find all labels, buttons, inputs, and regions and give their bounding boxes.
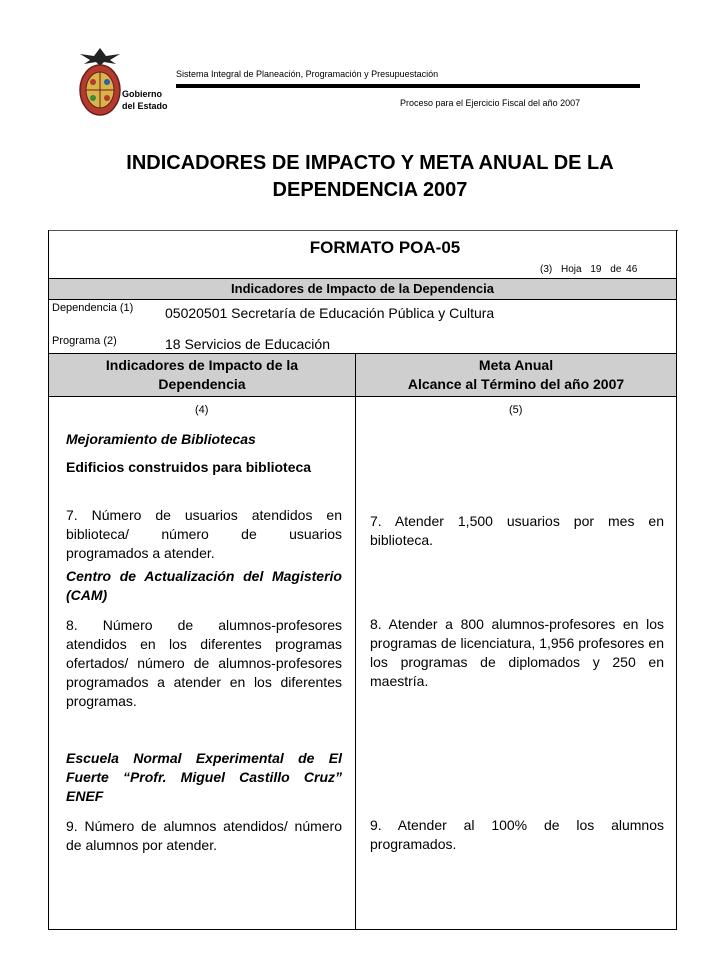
heading-enef: Escuela Normal Experimental de El Fuerte “Profr. Miguel Castillo Cruz” ENEF [66,750,342,804]
col2-header-line2: Alcance al Término del año 2007 [407,376,625,392]
indicator-7: 7. Número de usuarios atendidos en biblioteca/ número de usuarios programados a atender. [66,507,342,561]
page-title [0,150,720,204]
col1-header [49,356,355,394]
indicator-9: 9. Número de alumnos atendidos/ número de alumnos por atender. [66,818,342,853]
sheet-number [540,264,641,275]
goal-9: 9. Atender al 100% de los alumnos programados. [370,817,664,852]
col1-header-line2: Dependencia [158,376,246,392]
goal-7: 7. Atender 1,500 usuarios por mes en biblioteca. [370,513,664,548]
government-label [122,88,168,112]
gov-line2: del Estado [122,101,168,111]
column-headers [49,353,676,397]
sheet-ref: (3) [540,264,553,275]
col1-ref: (4) [195,404,209,416]
process-year: Proceso para el Ejercicio Fiscal del año 2007 [400,98,581,108]
goal-8: 8. Atender a 800 alumnos-profesores en los programas de licenciatura, 1,956 profesores en los programas de diplomados y 250 en maestría. [370,616,664,689]
title-line2: DEPENDENCIA 2007 [272,179,468,201]
gov-line1: Gobierno [122,89,162,99]
program-label: Programa (2) [52,335,117,347]
form-bottom-border [48,929,677,930]
title-line1: INDICADORES DE IMPACTO Y META ANUAL DE LA [126,152,614,174]
header-divider [176,84,640,88]
col2-ref: (5) [509,404,523,416]
system-name: Sistema Integral de Planeación, Programación y Presupuestación [176,69,439,79]
dependency-label: Dependencia (1) [52,302,134,314]
column-divider [355,353,356,930]
heading-cam: Centro de Actualización del Magisterio (CAM) [66,568,342,603]
subheading-edificios: Edificios construidos para biblioteca [66,459,312,475]
indicator-8: 8. Número de alumnos-profesores atendidos en los diferentes programas ofertados/ número de alumnos-profesores programados a atender en los diferentes programas. [66,617,342,709]
sheet-num: 19 [590,264,602,275]
heading-bibliotecas: Mejoramiento de Bibliotecas [66,431,256,447]
form-top-border [48,230,678,231]
form-right-border [676,230,677,930]
form-left-border [48,230,49,930]
col2-header-line1: Meta Anual [478,357,554,373]
sheet-of: de 46 [610,264,638,275]
program-value: 18 Servicios de Educación [165,336,330,352]
col1-header-line1: Indicadores de Impacto de la [105,357,299,373]
state-seal-logo [76,46,124,118]
dependency-value: 05020501 Secretaría de Educación Pública y Cultura [165,305,495,321]
sheet-label: Hoja [561,264,582,275]
section-title: Indicadores de Impacto de la Dependencia [49,278,676,300]
form-code: FORMATO POA-05 [309,238,461,257]
col2-header [356,356,676,394]
